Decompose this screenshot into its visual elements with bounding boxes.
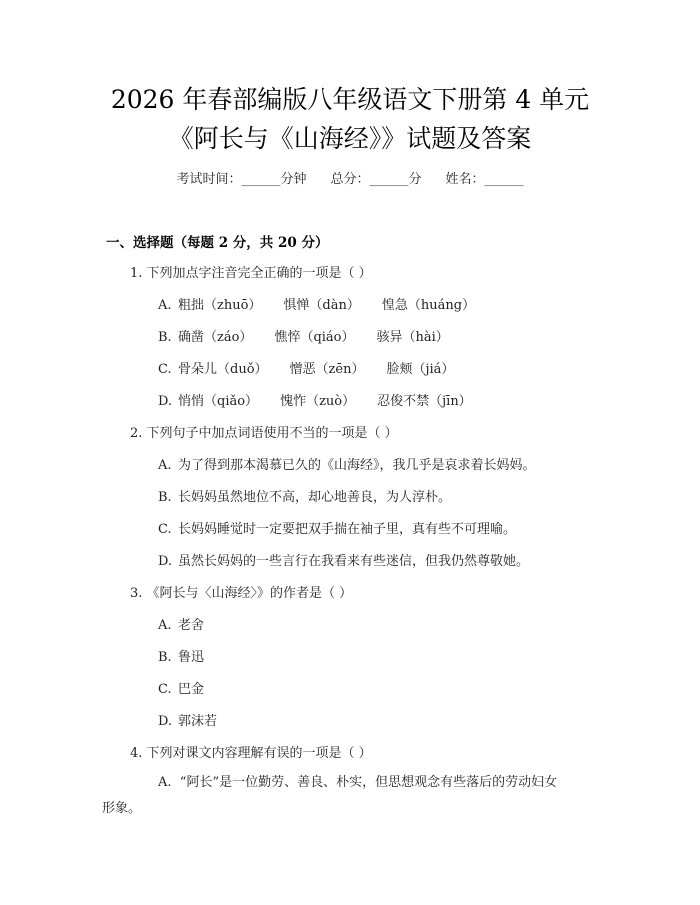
option-d: [158, 390, 494, 409]
option-word: 确凿（záo）: [178, 330, 253, 345]
option-letter: D.: [158, 714, 173, 729]
exam-time-label: 考试时间：______分钟: [176, 172, 307, 187]
option-text: 虽然长妈妈的一些言行在我看来有些迷信，但我仍然尊敬她。: [178, 554, 530, 569]
option-word: 憔悴（qiáo）: [274, 330, 355, 345]
option-b: [158, 646, 204, 665]
exam-info: [0, 168, 700, 187]
option-letter: D.: [158, 394, 173, 409]
option-a: [158, 454, 536, 473]
option-text: 长妈妈睡觉时一定要把双手揣在袖子里，真有些不可理喻。: [178, 522, 517, 537]
option-text: 长妈妈虽然地位不高，却心地善良，为人淳朴。: [178, 490, 452, 505]
question-stem: 2. 下列句子中加点词语使用不当的一项是（ ）: [130, 426, 398, 441]
option-letter: C.: [158, 362, 172, 377]
option-word: 惶急（huáng）: [381, 298, 476, 313]
student-name-label: 姓名：______: [445, 172, 524, 187]
option-text-line2: 形象。: [102, 801, 142, 816]
option-text-line1: “阿长”是一位勤劳、善良、朴实，但思想观念有些落后的劳动妇女: [179, 775, 558, 790]
option-a: [158, 614, 204, 633]
option-letter: D.: [158, 554, 173, 569]
option-word: 粗拙（zhuō）: [178, 298, 262, 313]
option-b: [158, 486, 451, 505]
option-c: [158, 358, 476, 377]
option-letter: A.: [158, 458, 172, 473]
option-letter: A.: [158, 775, 172, 790]
option-word: 脸颊（jiá）: [386, 362, 455, 377]
option-letter: B.: [158, 490, 172, 505]
total-score-label: 总分：______分: [330, 172, 422, 187]
option-letter: B.: [158, 650, 172, 665]
section-heading: 一、选择题（每题 2 分，共 20 分）: [106, 235, 329, 251]
option-word: 惧惮（dàn）: [283, 298, 360, 313]
option-word: 愧怍（zuò）: [280, 394, 356, 409]
document-title-line1: 2026 年春部编版八年级语文下册第 4 单元: [110, 85, 590, 114]
option-word: 骨朵儿（duǒ）: [178, 362, 268, 377]
option-a: [158, 294, 497, 313]
option-letter: B.: [158, 330, 172, 345]
option-d: [158, 710, 217, 729]
document-title-line2: 《阿长与《山海经》》试题及答案: [168, 124, 532, 153]
option-a: [102, 770, 600, 822]
option-word: 憎恶（zēn）: [289, 362, 365, 377]
option-text: 郭沫若: [178, 714, 218, 729]
option-text: 为了得到那本渴慕已久的《山海经》，我几乎是哀求着长妈妈。: [178, 458, 536, 473]
option-d: [158, 550, 529, 569]
option-text: 老舍: [178, 618, 205, 633]
option-word: 悄悄（qiǎo）: [178, 394, 259, 409]
option-b: [158, 326, 471, 345]
option-letter: A.: [158, 298, 172, 313]
option-letter: C.: [158, 682, 172, 697]
question-stem: 3. 《阿长与〈山海经〉》的作者是（ ）: [130, 586, 353, 601]
question-stem: 4. 下列对课文内容理解有误的一项是（ ）: [130, 746, 372, 761]
option-text: 鲁迅: [178, 650, 205, 665]
option-letter: A.: [158, 618, 172, 633]
question-stem: 1. 下列加点字注音完全正确的一项是（ ）: [130, 266, 372, 281]
option-c: [158, 678, 204, 697]
option-text: 巴金: [178, 682, 205, 697]
option-c: [158, 518, 516, 537]
option-word: 忍俊不禁（jīn）: [377, 394, 472, 409]
option-letter: C.: [158, 522, 172, 537]
option-word: 骇异（hài）: [376, 330, 449, 345]
